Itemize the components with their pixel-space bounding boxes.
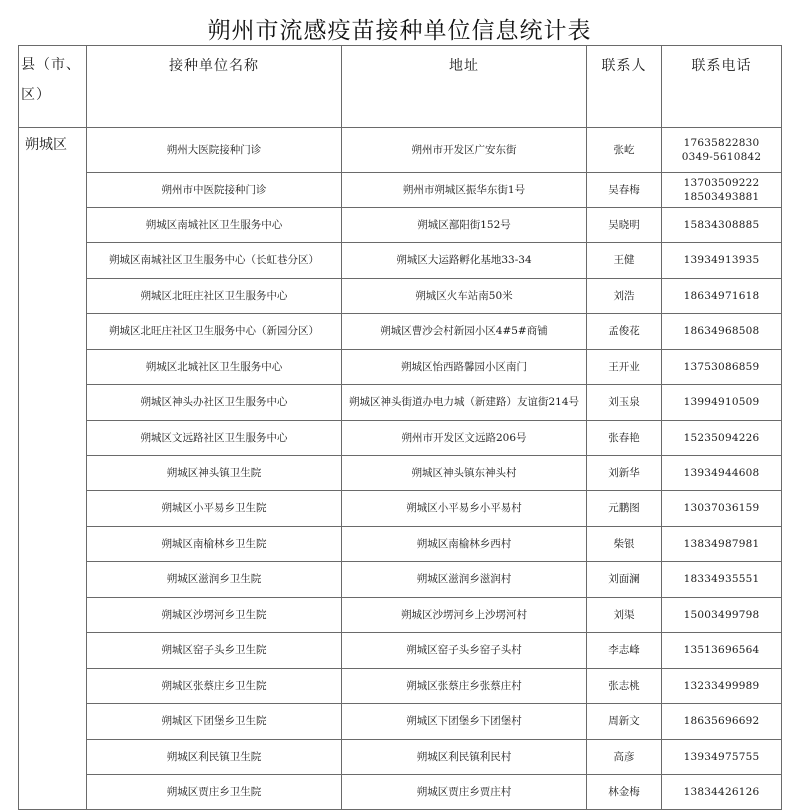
- phone-number-secondary: 18503493881: [683, 190, 760, 203]
- phone-number-secondary: 0349-5610842: [681, 150, 762, 163]
- contact-phone: [662, 384, 782, 420]
- contact-phone: [662, 490, 782, 526]
- county-cell-empty: [19, 313, 87, 349]
- phone-number: 18634971618: [683, 289, 760, 302]
- unit-name: 朔城区张蔡庄乡卫生院: [87, 668, 342, 703]
- contact-person: 王健: [587, 242, 662, 278]
- phone-number: 18635696692: [683, 715, 760, 727]
- county-cell-empty: [19, 349, 87, 384]
- contact-person: 元鹏图: [587, 490, 662, 526]
- table-row: [19, 242, 782, 278]
- contact-person: 王开业: [587, 349, 662, 384]
- county-cell-empty: [19, 561, 87, 597]
- county-cell-empty: [19, 774, 87, 809]
- unit-name: 朔城区滋润乡卫生院: [87, 561, 342, 597]
- contact-phone: [662, 172, 782, 207]
- phone-number: 13934913935: [683, 254, 760, 266]
- phone-number: 15235094226: [683, 431, 760, 444]
- contact-phone: [662, 561, 782, 597]
- contact-person: 张春艳: [587, 420, 662, 455]
- header-phone: 联系电话: [662, 46, 782, 128]
- unit-address: 朔城区沙塄河乡上沙塄河村: [342, 597, 587, 632]
- contact-phone: [662, 597, 782, 632]
- contact-phone: [662, 420, 782, 455]
- unit-address: 朔城区神头街道办电力城（新建路）友谊街214号: [342, 384, 587, 420]
- table-header-row: [19, 46, 782, 128]
- unit-address: 朔城区滋润乡滋润村: [342, 561, 587, 597]
- table-row: [19, 420, 782, 455]
- vaccination-unit-table: [18, 45, 782, 810]
- unit-address: 朔城区神头镇东神头村: [342, 455, 587, 490]
- unit-address: 朔城区曹沙会村新园小区4#5#商铺: [342, 313, 587, 349]
- phone-number: 13834987981: [683, 537, 760, 550]
- contact-person: 孟俊花: [587, 313, 662, 349]
- contact-person: 刘面澜: [587, 561, 662, 597]
- unit-name: 朔城区南城社区卫生服务中心: [87, 207, 342, 242]
- page-title: 朔州市流感疫苗接种单位信息统计表: [207, 18, 592, 44]
- phone-number: 13513696564: [683, 644, 760, 656]
- unit-address: 朔城区下团堡乡下团堡村: [342, 703, 587, 739]
- unit-address: 朔城区小平易乡小平易村: [342, 490, 587, 526]
- phone-number: 17635822830: [683, 136, 760, 149]
- contact-person: 刘渠: [587, 597, 662, 632]
- county-cell-empty: [19, 632, 87, 668]
- contact-phone: [662, 455, 782, 490]
- contact-phone: [662, 349, 782, 384]
- phone-number: 18634968508: [683, 325, 760, 337]
- contact-phone: [662, 632, 782, 668]
- table-row: [19, 128, 782, 173]
- phone-number: 13934944608: [683, 466, 760, 479]
- unit-name: 朔城区北旺庄社区卫生服务中心（新园分区）: [87, 313, 342, 349]
- header-contact: 联系人: [587, 46, 662, 128]
- contact-person: 吴春梅: [587, 172, 662, 207]
- unit-address: 朔城区大运路孵化基地33-34: [342, 242, 587, 278]
- unit-address: 朔州市开发区广安东街: [342, 128, 587, 173]
- unit-name: 朔城区神头镇卫生院: [87, 455, 342, 490]
- contact-phone: [662, 128, 782, 173]
- unit-name: 朔城区利民镇卫生院: [87, 739, 342, 774]
- contact-person: 张志桃: [587, 668, 662, 703]
- contact-person: 林金梅: [587, 774, 662, 809]
- unit-name: 朔城区沙塄河乡卫生院: [87, 597, 342, 632]
- county-cell-empty: [19, 455, 87, 490]
- county-cell-empty: [19, 490, 87, 526]
- contact-phone: [662, 278, 782, 313]
- phone-number: 13037036159: [683, 502, 760, 514]
- unit-address: 朔城区怡西路馨园小区南门: [342, 349, 587, 384]
- phone-number: 13834426126: [683, 785, 760, 798]
- table-row: [19, 349, 782, 384]
- table-row: [19, 384, 782, 420]
- unit-name: 朔城区窑子头乡卫生院: [87, 632, 342, 668]
- county-cell-empty: [19, 526, 87, 561]
- contact-person: 李志峰: [587, 632, 662, 668]
- table-row: [19, 172, 782, 207]
- table-row: [19, 313, 782, 349]
- county-name: 朔城区: [19, 128, 87, 173]
- contact-phone: [662, 242, 782, 278]
- contact-person: 刘浩: [587, 278, 662, 313]
- unit-name: 朔城区南榆林乡卫生院: [87, 526, 342, 561]
- unit-address: 朔州市开发区文远路206号: [342, 420, 587, 455]
- phone-number: 13703509222: [683, 176, 760, 189]
- unit-name: 朔州市中医院接种门诊: [87, 172, 342, 207]
- table-row: [19, 774, 782, 809]
- unit-address: 朔城区南榆林乡西村: [342, 526, 587, 561]
- phone-number: 13753086859: [683, 360, 760, 373]
- contact-phone: [662, 739, 782, 774]
- table-row: [19, 632, 782, 668]
- header-county: 县（市、区）: [19, 46, 87, 128]
- unit-address: 朔城区鄯阳街152号: [342, 207, 587, 242]
- contact-phone: [662, 207, 782, 242]
- contact-person: 张屹: [587, 128, 662, 173]
- county-cell-empty: [19, 597, 87, 632]
- table-row: [19, 561, 782, 597]
- phone-number: 13934975755: [683, 750, 760, 763]
- table-row: [19, 668, 782, 703]
- phone-number: 15834308885: [683, 218, 760, 231]
- contact-person: 柴银: [587, 526, 662, 561]
- county-cell-empty: [19, 739, 87, 774]
- county-cell-empty: [19, 703, 87, 739]
- contact-phone: [662, 668, 782, 703]
- table-row: [19, 490, 782, 526]
- contact-person: 周新文: [587, 703, 662, 739]
- unit-address: 朔城区张蔡庄乡张蔡庄村: [342, 668, 587, 703]
- unit-name: 朔城区神头办社区卫生服务中心: [87, 384, 342, 420]
- table-row: [19, 703, 782, 739]
- unit-address: 朔城区窑子头乡窑子头村: [342, 632, 587, 668]
- unit-name: 朔城区北旺庄社区卫生服务中心: [87, 278, 342, 313]
- table-row: [19, 526, 782, 561]
- table-row: [19, 739, 782, 774]
- county-cell-empty: [19, 242, 87, 278]
- table-row: [19, 207, 782, 242]
- county-cell-empty: [19, 207, 87, 242]
- unit-address: 朔城区利民镇利民村: [342, 739, 587, 774]
- table-row: [19, 455, 782, 490]
- phone-number: 18334935551: [683, 573, 760, 585]
- contact-person: 刘新华: [587, 455, 662, 490]
- county-cell-empty: [19, 668, 87, 703]
- contact-person: 吴晓明: [587, 207, 662, 242]
- table-row: [19, 597, 782, 632]
- table-body: [19, 128, 782, 810]
- phone-number: 13994910509: [683, 396, 760, 408]
- unit-name: 朔城区下团堡乡卫生院: [87, 703, 342, 739]
- contact-phone: [662, 313, 782, 349]
- table-row: [19, 278, 782, 313]
- contact-phone: [662, 703, 782, 739]
- unit-name: 朔城区贾庄乡卫生院: [87, 774, 342, 809]
- unit-address: 朔城区火车站南50米: [342, 278, 587, 313]
- county-cell-empty: [19, 420, 87, 455]
- unit-address: 朔州市朔城区振华东街1号: [342, 172, 587, 207]
- unit-name: 朔城区南城社区卫生服务中心（长虹巷分区）: [87, 242, 342, 278]
- county-cell-empty: [19, 172, 87, 207]
- header-address: 地址: [342, 46, 587, 128]
- contact-phone: [662, 526, 782, 561]
- unit-name: 朔城区文远路社区卫生服务中心: [87, 420, 342, 455]
- contact-person: 刘玉泉: [587, 384, 662, 420]
- contact-phone: [662, 774, 782, 809]
- phone-number: 13233499989: [683, 679, 760, 692]
- header-unit: 接种单位名称: [87, 46, 342, 128]
- unit-address: 朔城区贾庄乡贾庄村: [342, 774, 587, 809]
- unit-name: 朔城区小平易乡卫生院: [87, 490, 342, 526]
- county-cell-empty: [19, 278, 87, 313]
- county-cell-empty: [19, 384, 87, 420]
- contact-person: 高彦: [587, 739, 662, 774]
- unit-name: 朔城区北城社区卫生服务中心: [87, 349, 342, 384]
- unit-name: 朔州大医院接种门诊: [87, 128, 342, 173]
- phone-number: 15003499798: [683, 608, 760, 621]
